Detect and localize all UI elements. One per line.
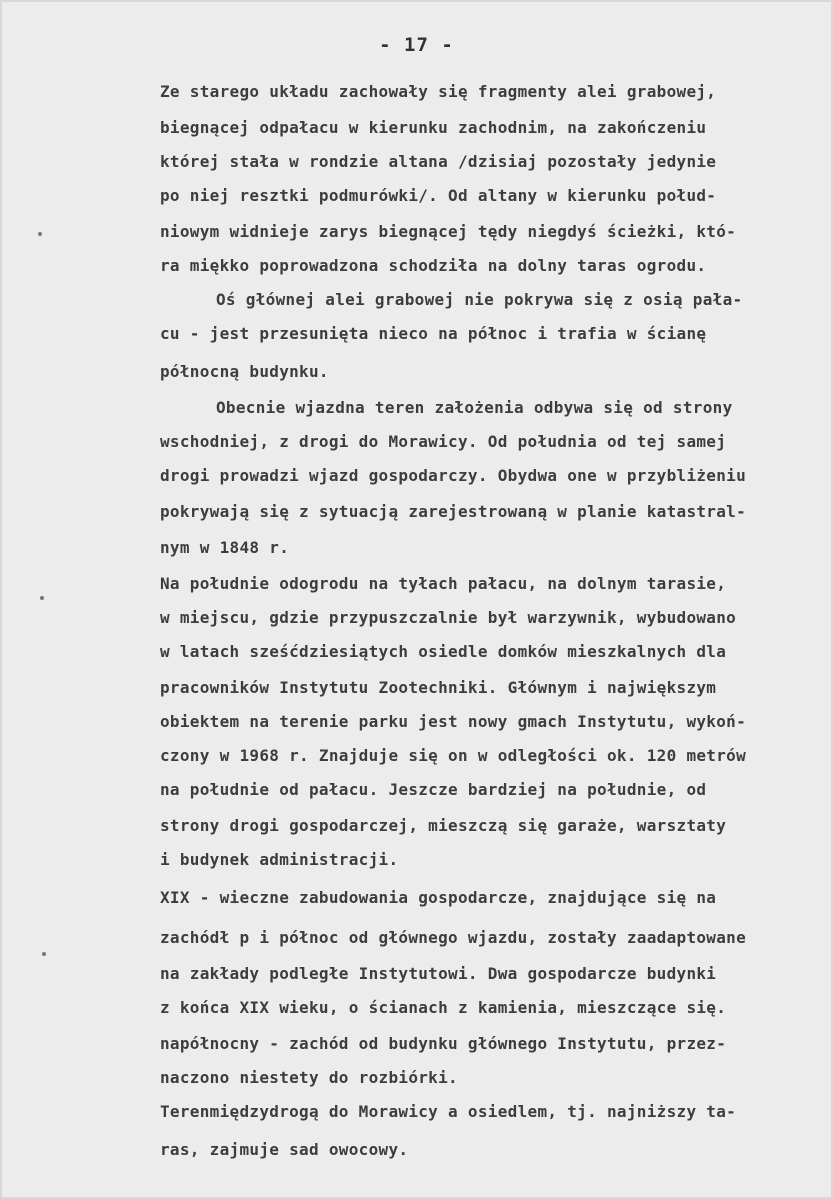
- text-line: na południe od pałacu. Jeszcze bardziej na południe, od: [160, 780, 707, 799]
- text-line: Oś głównej alei grabowej nie pokrywa się z osią pała-: [216, 290, 743, 309]
- text-line: niowym widnieje zarys biegnącej tędy niegdyś ścieżki, któ-: [160, 222, 737, 241]
- text-line: północną budynku.: [160, 362, 329, 381]
- text-line: ra miękko poprowadzona schodziła na dolny taras ogrodu.: [160, 256, 707, 275]
- text-line: drogi prowadzi wjazd gospodarczy. Obydwa one w przybliżeniu: [160, 466, 747, 485]
- text-line: wschodniej, z drogi do Morawicy. Od południa od tej samej: [160, 432, 727, 451]
- binding-hole-mark: [38, 232, 42, 236]
- text-line: strony drogi gospodarczej, mieszczą się garaże, warsztaty: [160, 816, 727, 835]
- text-line: biegnącej odpałacu w kierunku zachodnim, na zakończeniu: [160, 118, 707, 137]
- text-line: obiektem na terenie parku jest nowy gmach Instytutu, wykoń-: [160, 712, 747, 731]
- text-line: ras, zajmuje sad owocowy.: [160, 1140, 409, 1159]
- page-number: - 17 -: [379, 34, 454, 56]
- text-line: w miejscu, gdzie przypuszczalnie był warzywnik, wybudowano: [160, 608, 737, 627]
- text-line: pokrywają się z sytuacją zarejestrowaną w planie katastral-: [160, 502, 747, 521]
- text-line: pracowników Instytutu Zootechniki. Głównym i największym: [160, 678, 717, 697]
- text-line: zachódł p i północ od głównego wjazdu, zostały zaadaptowane: [160, 928, 747, 947]
- text-line: XIX - wieczne zabudowania gospodarcze, znajdujące się na: [160, 888, 717, 907]
- text-line: cu - jest przesunięta nieco na północ i trafia w ścianę: [160, 324, 707, 343]
- text-line: po niej resztki podmurówki/. Od altany w kierunku połud-: [160, 186, 717, 205]
- text-line: naczono niestety do rozbiórki.: [160, 1068, 458, 1087]
- binding-hole-mark: [40, 596, 44, 600]
- text-line: Na południe odogrodu na tyłach pałacu, na dolnym tarasie,: [160, 574, 727, 593]
- text-line: napółnocny - zachód od budynku głównego Instytutu, przez-: [160, 1034, 727, 1053]
- text-line: Terenmiędzydrogą do Morawicy a osiedlem, tj. najniższy ta-: [160, 1102, 737, 1121]
- text-line: Ze starego układu zachowały się fragmenty alei grabowej,: [160, 82, 717, 101]
- text-line: na zakłady podległe Instytutowi. Dwa gospodarcze budynki: [160, 964, 717, 983]
- text-line: nym w 1848 r.: [160, 538, 290, 557]
- text-line: Obecnie wjazdna teren założenia odbywa się od strony: [216, 398, 733, 417]
- text-line: czony w 1968 r. Znajduje się on w odległości ok. 120 metrów: [160, 746, 747, 765]
- text-line: której stała w rondzie altana /dzisiaj pozostały jedynie: [160, 152, 717, 171]
- binding-hole-mark: [42, 952, 46, 956]
- text-line: i budynek administracji.: [160, 850, 399, 869]
- text-line: z końca XIX wieku, o ścianach z kamienia, mieszczące się.: [160, 998, 727, 1017]
- text-line: w latach sześćdziesiątych osiedle domków mieszkalnych dla: [160, 642, 727, 661]
